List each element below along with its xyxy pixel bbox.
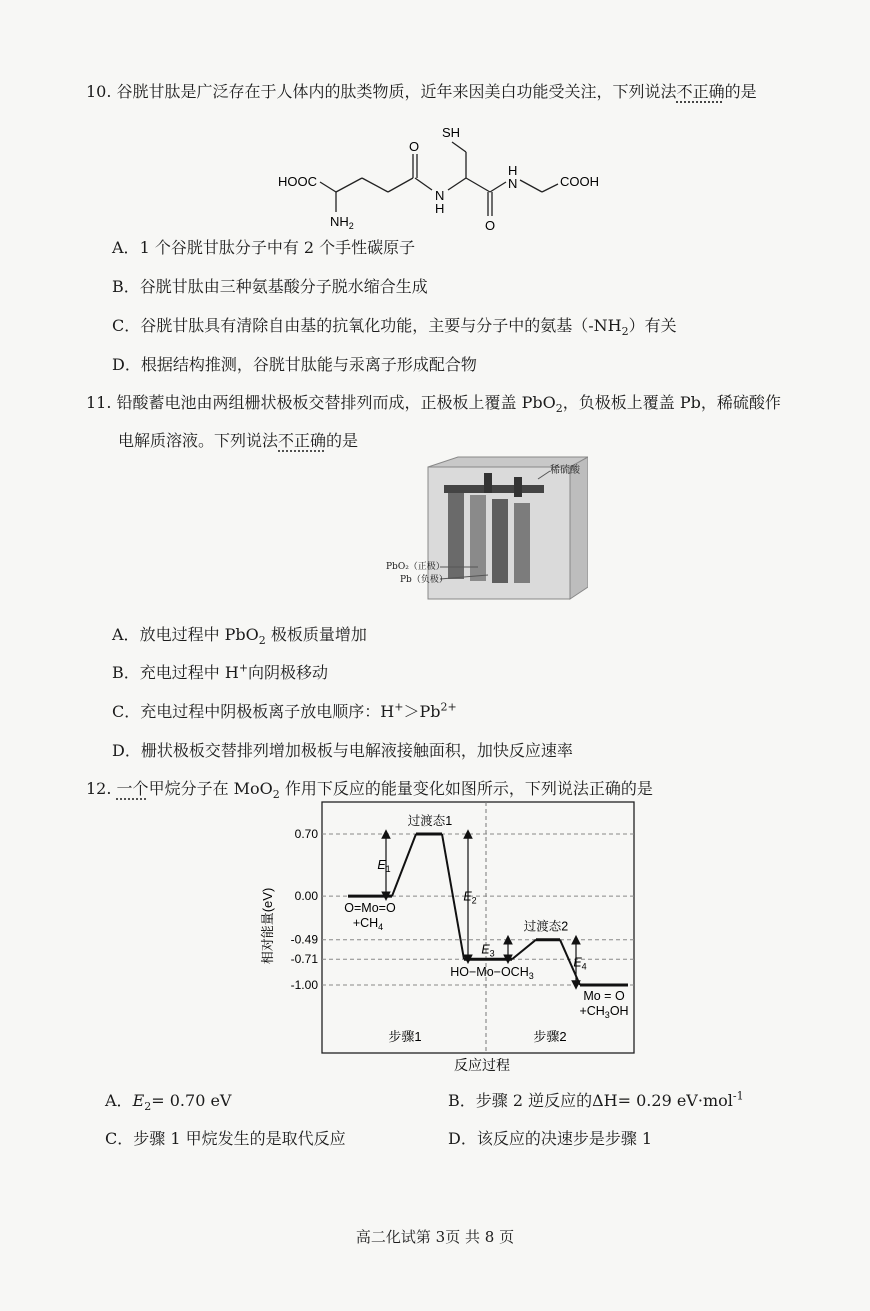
label-E4: $E_4$ (573, 955, 587, 972)
step-1-label: 步骤1 (388, 1029, 422, 1044)
lead-acid-battery-figure (388, 455, 588, 605)
label-E1: $E_1$ (377, 858, 391, 875)
page-footer: 高二化试第 3页 共 8 页 (355, 1228, 515, 1246)
option-12-d: D．该反应的决速步是步骤 1 (448, 1129, 653, 1148)
nh2-label: $NH_2$ (330, 214, 354, 231)
option-11-c: C．充电过程中阴极板离子放电顺序：$H^+>Pb^{2+}$ (112, 700, 457, 721)
question-number: 12. (86, 779, 112, 798)
energy-diagram (250, 798, 650, 1078)
question-11-stem-line2: 电解质溶液。下列说法不正确的是 (118, 431, 359, 450)
option-12-b: B．步骤 2 逆反应的ΔH= 0.29 eV·mol$^{-1}$ (448, 1089, 744, 1110)
reactant-label-2: $+CH_4$ (352, 916, 384, 933)
x-axis-label: 反应过程 (454, 1057, 510, 1073)
option-11-d: D．栅状极板交替排列增加极板与电解液接触面积，加快反应速率 (112, 741, 573, 760)
label-E3: $E_3$ (481, 942, 495, 959)
path-segment-5 (512, 940, 536, 960)
y-tick-label-0: 0.70 (294, 827, 318, 841)
product-label: Mo = O (583, 989, 625, 1003)
option-10-b: B．谷胱甘肽由三种氨基酸分子脱水缩合生成 (112, 277, 428, 296)
amide-n-1: N (435, 188, 445, 203)
carbonyl-o-2: O (485, 218, 496, 233)
glutathione-structure (270, 118, 610, 238)
pb-label: Pb（负极） (400, 575, 448, 585)
question-11-stem-line1: 11. 铅酸蓄电池由两组栅状极板交替排列而成，正极板上覆盖 PbO$_2$，负极板上覆盖 Pb，稀硫酸作 (86, 393, 781, 416)
option-10-a: A．1 个谷胱甘肽分子中有 2 个手性碳原子 (112, 238, 416, 257)
y-axis-label: 相对能量(eV) (260, 887, 275, 965)
reactant-label: O=Mo=O (344, 901, 396, 916)
intermediate-label: $HO-Mo-OCH_3$ (450, 965, 534, 982)
y-tick-label-1: 0.00 (294, 889, 318, 904)
amide-h-1: H (435, 201, 445, 216)
acid-label: 稀硫酸 (550, 465, 580, 476)
option-12-a: A．$E_2= 0.70$ eV (105, 1091, 232, 1114)
emphasis-text: 一个 (116, 779, 149, 798)
path-segment-3 (442, 834, 464, 959)
product-label-2: $+CH_3OH$ (579, 1004, 629, 1020)
question-10-stem (86, 79, 757, 102)
sh-label: SH (442, 125, 461, 140)
label-E2: $E_2$ (463, 889, 477, 906)
carbonyl-o-1: O (409, 139, 420, 154)
y-tick-label-2: -0.49 (290, 932, 318, 947)
emphasis-text: 不正确 (676, 82, 725, 101)
option-12-c: C．步骤 1 甲烷发生的是取代反应 (105, 1129, 346, 1148)
emphasis-text: 不正确 (278, 431, 327, 450)
option-10-c: C．谷胱甘肽具有清除自由基的抗氧化功能，主要与分子中的氨基$(-NH_2)$有关 (112, 316, 677, 339)
amide-h-2: H (508, 163, 518, 178)
ts2-label: 过渡态2 (523, 919, 569, 934)
y-tick-label-4: -1.00 (290, 978, 318, 992)
question-12-stem: 12. 一个甲烷分子在 MoO$_2$ 作用下反应的能量变化如图所示，下列说法正确的是 (86, 779, 653, 802)
amide-n-2: N (508, 176, 518, 191)
question-number: 10. (86, 82, 112, 101)
option-11-a: A．放电过程中 PbO$_2$ 极板质量增加 (112, 625, 367, 648)
y-tick-label-3: -0.71 (290, 952, 318, 967)
cooh-label: COOH (560, 174, 599, 189)
pbo2-label: PbO₂（正极） (386, 562, 445, 572)
hooc-label: HOOC (278, 174, 317, 189)
stem-text: 谷胱甘肽是广泛存在于人体内的肽类物质，近年来因美白功能受关注，下列说法 (116, 82, 677, 101)
option-10-d: D．根据结构推测，谷胱甘肽能与汞离子形成配合物 (112, 355, 477, 374)
step-2-label: 步骤2 (533, 1029, 567, 1044)
path-segment-1 (392, 834, 416, 896)
option-11-b: B．充电过程中 H+向阴极移动 (112, 661, 329, 682)
stem-text-tail: 的是 (724, 82, 757, 101)
ts1-label: 过渡态1 (407, 814, 453, 828)
question-number: 11. (86, 393, 112, 412)
